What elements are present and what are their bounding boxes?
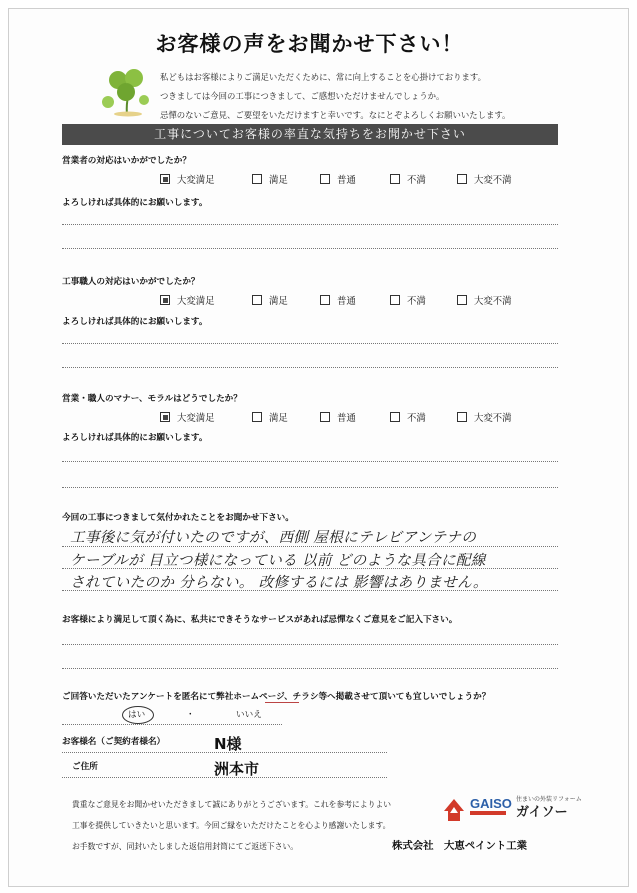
- publish-yes[interactable]: はい: [128, 710, 146, 720]
- option-dissatisfied[interactable]: 不満: [390, 293, 426, 307]
- checkbox[interactable]: [457, 174, 467, 184]
- option-very-dissatisfied[interactable]: 大変不満: [457, 293, 512, 307]
- answer-line: [62, 777, 387, 778]
- answer-line: [62, 487, 558, 488]
- publish-no[interactable]: いいえ: [236, 710, 262, 720]
- logo-brand: GAISO: [470, 796, 512, 811]
- answer-line: [62, 568, 558, 569]
- option-normal[interactable]: 普通: [320, 172, 356, 186]
- logo-sub: ガイソー: [516, 805, 568, 820]
- answer-line: [62, 668, 558, 669]
- option-satisfied[interactable]: 満足: [252, 410, 288, 424]
- checkbox[interactable]: [320, 174, 330, 184]
- answer-line: [62, 461, 558, 462]
- checkbox[interactable]: [320, 412, 330, 422]
- question-craftsman-label: 工事職人の対応はいかがでしたか？: [62, 277, 200, 287]
- checkbox[interactable]: [252, 174, 262, 184]
- detail-prompt: よろしければ具体的にお願いします。: [62, 198, 208, 208]
- customer-address-label: ご住所: [72, 762, 98, 772]
- gaiso-logo: [440, 791, 582, 827]
- publish-label: ご回答いただいたアンケートを匿名にて弊社ホームページ、チラシ等へ掲載させて頂いても宜しいでしょうか？: [62, 692, 491, 702]
- footer-line: 貴重なご意見をお聞かせいただきまして誠にありがとうございます。これを参考によりよい: [72, 800, 392, 809]
- footer-line: 工事を提供していきたいと思います。今回ご縁をいただけたことを心より感謝いたします。: [72, 821, 391, 830]
- service-label: お客様により満足して頂く為に、私共にできそうなサービスがあれば忌憚なくご意見をご記入下さい。: [62, 615, 458, 625]
- option-very-satisfied[interactable]: 大変満足: [160, 293, 215, 307]
- option-very-dissatisfied[interactable]: 大変不満: [457, 410, 512, 424]
- option-dissatisfied[interactable]: 不満: [390, 410, 426, 424]
- answer-line: [62, 367, 558, 368]
- checkbox[interactable]: [390, 412, 400, 422]
- option-normal[interactable]: 普通: [320, 410, 356, 424]
- checkbox[interactable]: [160, 174, 170, 184]
- option-very-dissatisfied[interactable]: 大変不満: [457, 172, 512, 186]
- detail-prompt: よろしければ具体的にお願いします。: [62, 433, 208, 443]
- company-name: 株式会社 大恵ペイント工業: [392, 840, 528, 852]
- intro-line: 私どもはお客様によりご満足いただくために、常に向上することを心掛けております。: [160, 72, 486, 82]
- question-manners-label: 営業・職人のマナー、モラルはどうでしたか？: [62, 394, 242, 404]
- detail-prompt: よろしければ具体的にお願いします。: [62, 317, 208, 327]
- option-very-satisfied[interactable]: 大変満足: [160, 410, 215, 424]
- checkbox[interactable]: [390, 174, 400, 184]
- customer-address-value: 洲本市: [214, 760, 260, 778]
- footer-line: お手数ですが、同封いたしました返信用封筒にてご返送下さい。: [72, 842, 299, 851]
- question-sales-label: 営業者の対応はいかがでしたか？: [62, 156, 191, 166]
- checkbox[interactable]: [457, 412, 467, 422]
- answer-line: [62, 343, 558, 344]
- logo-tagline: 住まいの外装リフォーム: [516, 797, 582, 803]
- noticed-label: 今回の工事につきまして気付かれたことをお聞かせ下さい。: [62, 513, 294, 523]
- publish-separator: ・: [186, 710, 195, 720]
- checkbox[interactable]: [160, 295, 170, 305]
- underline-mark: [265, 702, 299, 703]
- option-satisfied[interactable]: 満足: [252, 293, 288, 307]
- customer-name-value: N様: [214, 735, 242, 753]
- intro-line: 忌憚のないご意見、ご要望をいただけますと幸いです。なにとぞよろしくお願いいたします。: [160, 110, 511, 120]
- intro-line: つきましては今回の工事につきまして、ご感想いただけませんでしょうか。: [160, 91, 445, 101]
- checkbox[interactable]: [252, 295, 262, 305]
- answer-line: [62, 752, 387, 753]
- checkbox[interactable]: [457, 295, 467, 305]
- option-satisfied[interactable]: 満足: [252, 172, 288, 186]
- handwritten-line: ケーブルが 目立つ様になっている 以前 どのような具合に配線: [70, 552, 486, 569]
- answer-line: [62, 546, 558, 547]
- answer-line: [62, 248, 558, 249]
- checkbox[interactable]: [160, 412, 170, 422]
- option-normal[interactable]: 普通: [320, 293, 356, 307]
- option-very-satisfied[interactable]: 大変満足: [160, 172, 215, 186]
- handwritten-line: されていたのか 分らない。 改修するには 影響はありません。: [70, 574, 488, 591]
- answer-line: [62, 590, 558, 591]
- option-dissatisfied[interactable]: 不満: [390, 172, 426, 186]
- handwritten-line: 工事後に気が付いたのですが、西側 屋根にテレビアンテナの: [70, 529, 477, 546]
- answer-line: [62, 224, 558, 225]
- checkbox[interactable]: [252, 412, 262, 422]
- page-title: お客様の声をお聞かせ下さい！: [155, 32, 464, 56]
- section-banner: 工事についてお客様の率直な気持ちをお聞かせ下さい: [62, 124, 558, 145]
- checkbox[interactable]: [390, 295, 400, 305]
- clover-icon: [98, 58, 156, 118]
- customer-name-label: お客様名（ご契約者様名）: [62, 737, 166, 747]
- checkbox[interactable]: [320, 295, 330, 305]
- answer-line: [62, 644, 558, 645]
- answer-line: [62, 724, 282, 725]
